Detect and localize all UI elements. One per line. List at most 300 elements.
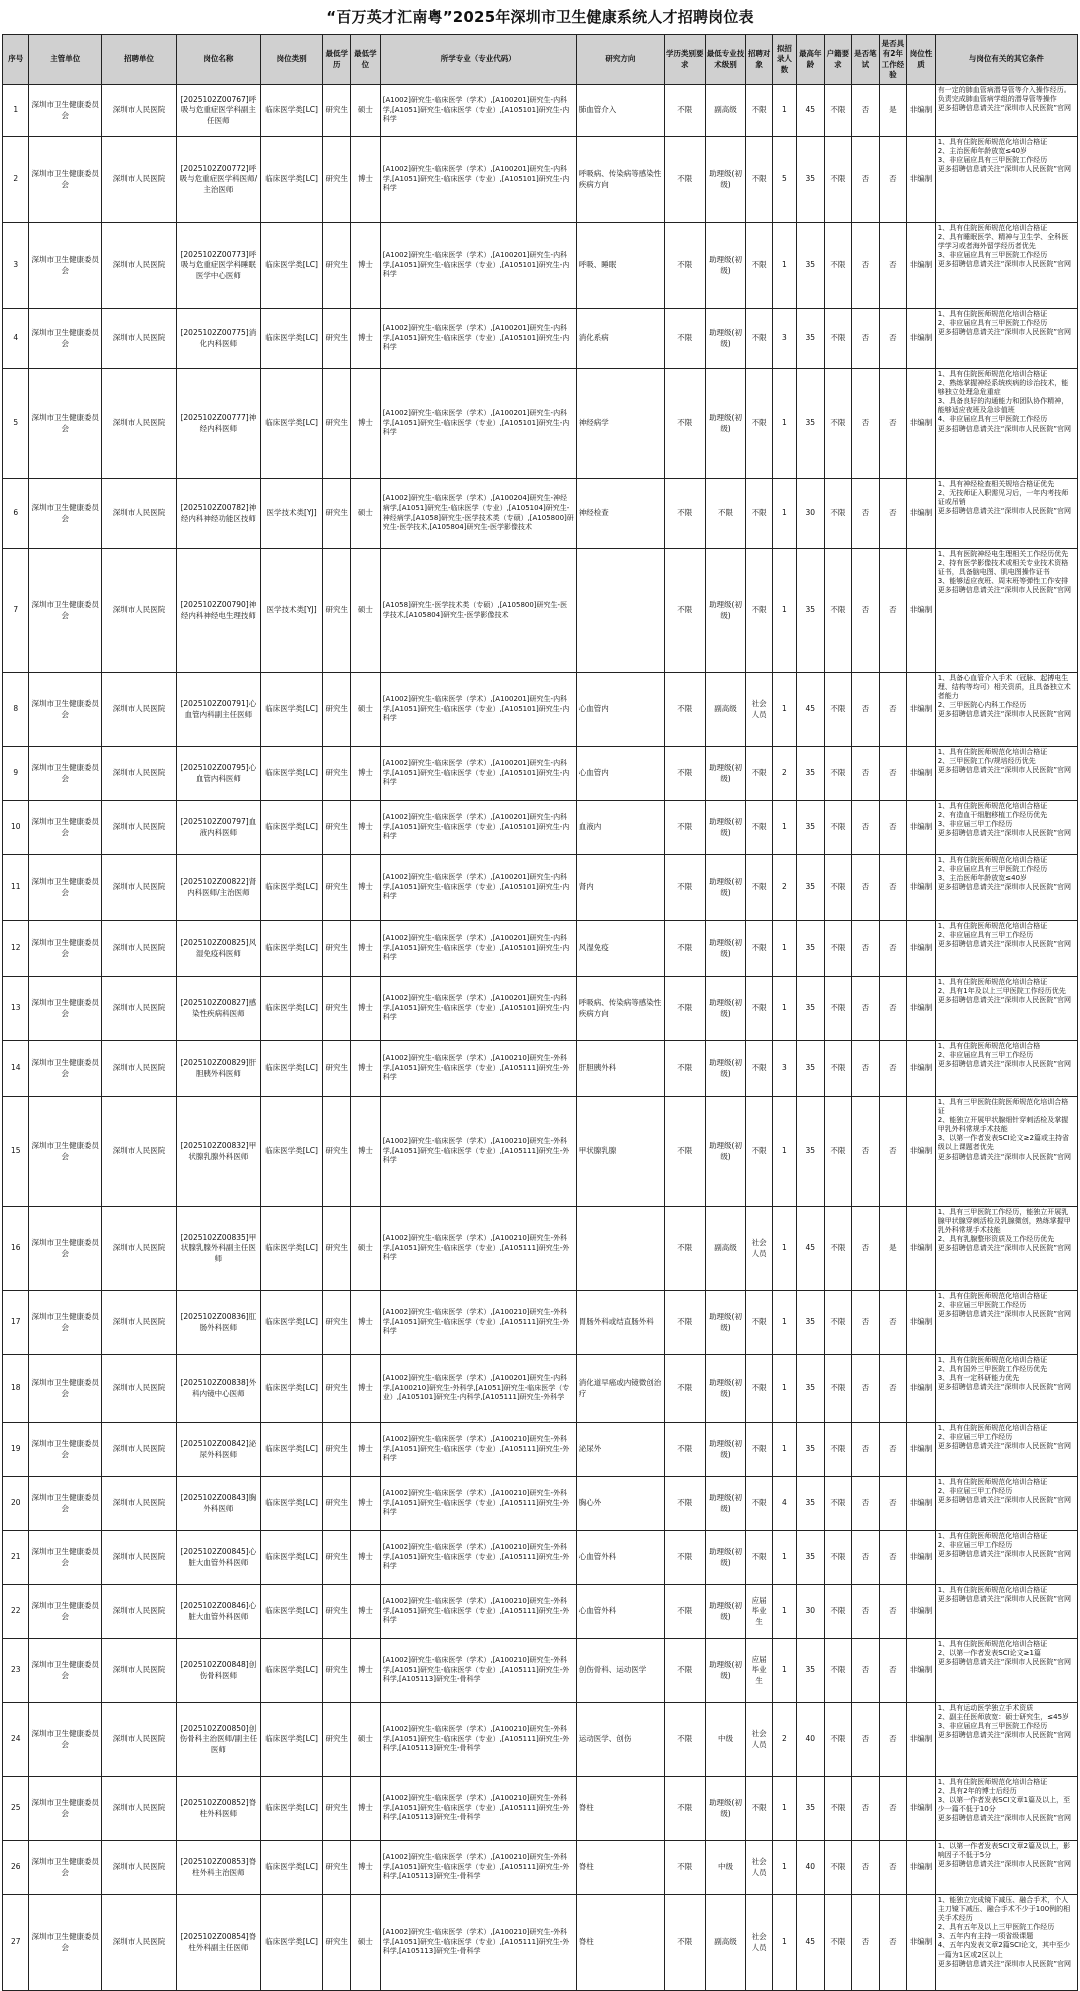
supervising-unit: 深圳市卫生健康委员会 bbox=[29, 1895, 102, 1991]
max-age: 40 bbox=[797, 1703, 825, 1777]
household-requirement: 不限 bbox=[824, 1097, 852, 1207]
min-tech-level: 助理级(初级) bbox=[705, 1585, 746, 1639]
row-number: 8 bbox=[3, 673, 29, 747]
education-type: 不限 bbox=[664, 1355, 705, 1423]
min-tech-level: 助理级(初级) bbox=[705, 223, 746, 309]
work-experience: 否 bbox=[879, 479, 907, 549]
min-tech-level: 助理级(初级) bbox=[705, 855, 746, 921]
position-name: [2025102Z00843]胸外科医师 bbox=[177, 1477, 261, 1531]
written-exam: 否 bbox=[852, 1841, 880, 1895]
min-education: 研究生 bbox=[323, 1477, 351, 1531]
household-requirement: 不限 bbox=[824, 309, 852, 369]
position-nature: 非编制 bbox=[907, 1531, 936, 1585]
household-requirement: 不限 bbox=[824, 1477, 852, 1531]
household-requirement: 不限 bbox=[824, 1777, 852, 1841]
written-exam: 否 bbox=[852, 1423, 880, 1477]
work-experience: 否 bbox=[879, 309, 907, 369]
recruiting-unit: 深圳市人民医院 bbox=[102, 1841, 177, 1895]
position-name: [2025102Z00838]外科内镜中心医师 bbox=[177, 1355, 261, 1423]
hire-count: 1 bbox=[772, 223, 796, 309]
other-conditions: 1、具有住院医师规范化培训合格证 2、三甲医院工作/规培经历优先 更多招聘信息请关注“深圳市人民医院”官网 bbox=[935, 747, 1077, 801]
position-nature: 非编制 bbox=[907, 549, 936, 673]
education-type: 不限 bbox=[664, 369, 705, 479]
work-experience: 否 bbox=[879, 1531, 907, 1585]
min-tech-level: 副高级 bbox=[705, 85, 746, 137]
written-exam: 否 bbox=[852, 1531, 880, 1585]
header-cell: 学历类别要求 bbox=[664, 35, 705, 85]
major-requirement: [A1002]研究生-临床医学（学术）,[A100210]研究生-外科学,[A1051]研究生-临床医学（专业）,[A105111]研究生-外科学 bbox=[380, 1585, 576, 1639]
min-tech-level: 助理级(初级) bbox=[705, 1355, 746, 1423]
recruit-target: 不限 bbox=[746, 1041, 772, 1097]
max-age: 45 bbox=[797, 1895, 825, 1991]
position-category: 临床医学类[LC] bbox=[260, 855, 323, 921]
position-category: 临床医学类[LC] bbox=[260, 1423, 323, 1477]
min-tech-level: 不限 bbox=[705, 479, 746, 549]
recruiting-unit: 深圳市人民医院 bbox=[102, 1585, 177, 1639]
position-name: [2025102Z00845]心脏大血管外科医师 bbox=[177, 1531, 261, 1585]
research-direction: 风湿免疫 bbox=[576, 921, 664, 977]
position-name: [2025102Z00777]神经内科医师 bbox=[177, 369, 261, 479]
max-age: 35 bbox=[797, 855, 825, 921]
table-row bbox=[3, 309, 1078, 369]
position-nature: 非编制 bbox=[907, 1207, 936, 1291]
position-nature: 非编制 bbox=[907, 309, 936, 369]
position-name: [2025102Z00850]创伤骨科主治医师/副主任医师 bbox=[177, 1703, 261, 1777]
recruit-target: 不限 bbox=[746, 137, 772, 223]
household-requirement: 不限 bbox=[824, 1041, 852, 1097]
household-requirement: 不限 bbox=[824, 137, 852, 223]
written-exam: 否 bbox=[852, 921, 880, 977]
row-number: 16 bbox=[3, 1207, 29, 1291]
recruiting-unit: 深圳市人民医院 bbox=[102, 549, 177, 673]
written-exam: 否 bbox=[852, 1355, 880, 1423]
recruiting-unit: 深圳市人民医院 bbox=[102, 1777, 177, 1841]
supervising-unit: 深圳市卫生健康委员会 bbox=[29, 1423, 102, 1477]
position-category: 临床医学类[LC] bbox=[260, 137, 323, 223]
recruit-target: 不限 bbox=[746, 1477, 772, 1531]
work-experience: 否 bbox=[879, 1355, 907, 1423]
other-conditions: 1、具有住院医师规范化培训合格证 2、非应届三甲医院工作经历 更多招聘信息请关注“深圳市人民医院”官网 bbox=[935, 1291, 1077, 1355]
written-exam: 否 bbox=[852, 1041, 880, 1097]
min-education: 研究生 bbox=[323, 1895, 351, 1991]
header-cell: 岗位类别 bbox=[260, 35, 323, 85]
education-type: 不限 bbox=[664, 309, 705, 369]
major-requirement: [A1002]研究生-临床医学（学术）,[A100201]研究生-内科学,[A1051]研究生-临床医学（专业）,[A105101]研究生-内科学 bbox=[380, 801, 576, 855]
max-age: 35 bbox=[797, 1777, 825, 1841]
min-education: 研究生 bbox=[323, 673, 351, 747]
recruiting-unit: 深圳市人民医院 bbox=[102, 747, 177, 801]
research-direction: 泌尿外 bbox=[576, 1423, 664, 1477]
major-requirement: [A1002]研究生-临床医学（学术）,[A100210]研究生-外科学,[A1051]研究生-临床医学（专业）,[A105111]研究生-外科学 bbox=[380, 1041, 576, 1097]
position-nature: 非编制 bbox=[907, 855, 936, 921]
position-name: [2025102Z00832]甲状腺乳腺外科医师 bbox=[177, 1097, 261, 1207]
household-requirement: 不限 bbox=[824, 747, 852, 801]
recruit-target: 社会人员 bbox=[746, 1703, 772, 1777]
research-direction bbox=[576, 549, 664, 673]
position-category: 临床医学类[LC] bbox=[260, 1585, 323, 1639]
position-name: [2025102Z00773]呼吸与危重症医学科睡眠医学中心医师 bbox=[177, 223, 261, 309]
hire-count: 4 bbox=[772, 1477, 796, 1531]
supervising-unit: 深圳市卫生健康委员会 bbox=[29, 137, 102, 223]
research-direction: 肾内 bbox=[576, 855, 664, 921]
hire-count: 1 bbox=[772, 977, 796, 1041]
recruit-target: 社会人员 bbox=[746, 673, 772, 747]
major-requirement: [A1002]研究生-临床医学（学术）,[A100201]研究生-内科学,[A1051]研究生-临床医学（专业）,[A105101]研究生-内科学 bbox=[380, 309, 576, 369]
written-exam: 否 bbox=[852, 747, 880, 801]
min-education: 研究生 bbox=[323, 1703, 351, 1777]
header-cell: 岗位名称 bbox=[177, 35, 261, 85]
major-requirement: [A1002]研究生-临床医学（学术）,[A100201]研究生-内科学,[A1051]研究生-临床医学（专业）,[A105101]研究生-内科学 bbox=[380, 223, 576, 309]
table-row bbox=[3, 921, 1078, 977]
household-requirement: 不限 bbox=[824, 1895, 852, 1991]
position-name: [2025102Z00827]感染性疾病科医师 bbox=[177, 977, 261, 1041]
other-conditions: 1、具有住院医师规范化培训合格证 2、非应届应具有三甲医院工作经历 3、主治医师年龄放宽≤40岁 更多招聘信息请关注“深圳市人民医院”官网 bbox=[935, 855, 1077, 921]
supervising-unit: 深圳市卫生健康委员会 bbox=[29, 1639, 102, 1703]
table-row bbox=[3, 801, 1078, 855]
header-cell: 研究方向 bbox=[576, 35, 664, 85]
min-degree: 硕士 bbox=[351, 549, 381, 673]
max-age: 45 bbox=[797, 673, 825, 747]
other-conditions: 有一定的肺血管病潜导管等介入操作经历。负责完成肺血管病学组的潜导管等操作 更多招聘信息请关注“深圳市人民医院”官网 bbox=[935, 85, 1077, 137]
table-row bbox=[3, 855, 1078, 921]
work-experience: 否 bbox=[879, 1703, 907, 1777]
major-requirement: [A1002]研究生-临床医学（学术）,[A100210]研究生-外科学,[A1051]研究生-临床医学（专业）,[A105111]研究生-外科学,[A105113]研究生-骨科学 bbox=[380, 1777, 576, 1841]
work-experience: 否 bbox=[879, 369, 907, 479]
row-number: 5 bbox=[3, 369, 29, 479]
min-education: 研究生 bbox=[323, 747, 351, 801]
written-exam: 否 bbox=[852, 1777, 880, 1841]
hire-count: 1 bbox=[772, 1777, 796, 1841]
supervising-unit: 深圳市卫生健康委员会 bbox=[29, 1841, 102, 1895]
written-exam: 否 bbox=[852, 1703, 880, 1777]
supervising-unit: 深圳市卫生健康委员会 bbox=[29, 921, 102, 977]
position-category: 临床医学类[LC] bbox=[260, 1355, 323, 1423]
position-category: 临床医学类[LC] bbox=[260, 921, 323, 977]
table-row bbox=[3, 1841, 1078, 1895]
row-number: 10 bbox=[3, 801, 29, 855]
household-requirement: 不限 bbox=[824, 85, 852, 137]
row-number: 15 bbox=[3, 1097, 29, 1207]
other-conditions: 1、具有住院医师规范化培训合格证 2、具有国外三甲医院工作经历优先 3、具有一定科研能力优先 更多招聘信息请关注“深圳市人民医院”官网 bbox=[935, 1355, 1077, 1423]
supervising-unit: 深圳市卫生健康委员会 bbox=[29, 855, 102, 921]
household-requirement: 不限 bbox=[824, 673, 852, 747]
min-degree: 博士 bbox=[351, 977, 381, 1041]
min-degree: 博士 bbox=[351, 1041, 381, 1097]
row-number: 21 bbox=[3, 1531, 29, 1585]
research-direction: 消化道早癌或内镜微创治疗 bbox=[576, 1355, 664, 1423]
position-name: [2025102Z00790]神经内科神经电生理技师 bbox=[177, 549, 261, 673]
header-cell: 最低学位 bbox=[351, 35, 381, 85]
max-age: 35 bbox=[797, 747, 825, 801]
position-category: 临床医学类[LC] bbox=[260, 223, 323, 309]
position-category: 医学技术类[YJ] bbox=[260, 479, 323, 549]
recruit-target: 不限 bbox=[746, 479, 772, 549]
major-requirement: [A1002]研究生-临床医学（学术）,[A100210]研究生-外科学,[A1051]研究生-临床医学（专业）,[A105111]研究生-外科学 bbox=[380, 1423, 576, 1477]
min-degree: 硕士 bbox=[351, 479, 381, 549]
position-name: [2025102Z00795]心血管内科医师 bbox=[177, 747, 261, 801]
household-requirement: 不限 bbox=[824, 223, 852, 309]
recruiting-unit: 深圳市人民医院 bbox=[102, 801, 177, 855]
work-experience: 否 bbox=[879, 977, 907, 1041]
major-requirement: [A1002]研究生-临床医学（学术）,[A100201]研究生-内科学,[A1051]研究生-临床医学（专业）,[A105101]研究生-内科学 bbox=[380, 137, 576, 223]
other-conditions: 1、具有住院医师规范化培训合格证 2、非应届三甲工作经历 更多招聘信息请关注“深圳市人民医院”官网 bbox=[935, 1477, 1077, 1531]
research-direction bbox=[576, 1207, 664, 1291]
hire-count: 1 bbox=[772, 1639, 796, 1703]
hire-count: 1 bbox=[772, 1355, 796, 1423]
max-age: 35 bbox=[797, 1531, 825, 1585]
position-category: 临床医学类[LC] bbox=[260, 747, 323, 801]
education-type: 不限 bbox=[664, 747, 705, 801]
page-title: “百万英才汇南粤”2025年深圳市卫生健康系统人才招聘岗位表 bbox=[326, 8, 754, 26]
education-type: 不限 bbox=[664, 855, 705, 921]
row-number: 14 bbox=[3, 1041, 29, 1097]
min-degree: 博士 bbox=[351, 137, 381, 223]
position-nature: 非编制 bbox=[907, 977, 936, 1041]
education-type: 不限 bbox=[664, 921, 705, 977]
row-number: 7 bbox=[3, 549, 29, 673]
table-row bbox=[3, 549, 1078, 673]
recruiting-unit: 深圳市人民医院 bbox=[102, 673, 177, 747]
recruiting-unit: 深圳市人民医院 bbox=[102, 1291, 177, 1355]
recruiting-unit: 深圳市人民医院 bbox=[102, 977, 177, 1041]
min-tech-level: 中级 bbox=[705, 1841, 746, 1895]
household-requirement: 不限 bbox=[824, 801, 852, 855]
recruiting-unit: 深圳市人民医院 bbox=[102, 1097, 177, 1207]
hire-count: 1 bbox=[772, 1841, 796, 1895]
hire-count: 3 bbox=[772, 309, 796, 369]
hire-count: 1 bbox=[772, 1895, 796, 1991]
table-row bbox=[3, 1585, 1078, 1639]
position-category: 临床医学类[LC] bbox=[260, 801, 323, 855]
major-requirement: [A1002]研究生-临床医学（学术）,[A100201]研究生-内科学,[A1051]研究生-临床医学（专业）,[A105101]研究生-内科学 bbox=[380, 747, 576, 801]
min-degree: 博士 bbox=[351, 1097, 381, 1207]
major-requirement: [A1002]研究生-临床医学（学术）,[A100210]研究生-外科学,[A1051]研究生-临床医学（专业）,[A105111]研究生-外科学,[A105113]研究生-骨科学 bbox=[380, 1841, 576, 1895]
recruit-target: 社会人员 bbox=[746, 1841, 772, 1895]
min-degree: 硕士 bbox=[351, 1895, 381, 1991]
max-age: 30 bbox=[797, 1585, 825, 1639]
other-conditions: 1、具有住院医师规范化培训合格证 2、熟练掌握神经系统疾病的诊治技术，能够独立处理急危重症 3、具备良好的沟通能力和团队协作精神，能够适应夜班及急诊值班 4、非应届应具有三甲医院工作经历 更多招聘信息请关注“深圳市人民医院”官网 bbox=[935, 369, 1077, 479]
recruit-target: 社会人员 bbox=[746, 1207, 772, 1291]
research-direction: 胃肠外科或结直肠外科 bbox=[576, 1291, 664, 1355]
position-nature: 非编制 bbox=[907, 1703, 936, 1777]
header-cell: 户籍要求 bbox=[824, 35, 852, 85]
recruit-target: 不限 bbox=[746, 85, 772, 137]
major-requirement: [A1002]研究生-临床医学（学术）,[A100210]研究生-外科学,[A1051]研究生-临床医学（专业）,[A105111]研究生-外科学 bbox=[380, 1097, 576, 1207]
min-degree: 博士 bbox=[351, 309, 381, 369]
recruit-target: 不限 bbox=[746, 801, 772, 855]
min-degree: 博士 bbox=[351, 1585, 381, 1639]
min-tech-level: 助理级(初级) bbox=[705, 977, 746, 1041]
education-type: 不限 bbox=[664, 1585, 705, 1639]
min-degree: 博士 bbox=[351, 1477, 381, 1531]
other-conditions: 1、具有住院医师规范化培训合格证 2、具有1年及以上三甲医院工作经历优先 更多招聘信息请关注“深圳市人民医院”官网 bbox=[935, 977, 1077, 1041]
hire-count: 1 bbox=[772, 801, 796, 855]
written-exam: 否 bbox=[852, 1895, 880, 1991]
max-age: 35 bbox=[797, 137, 825, 223]
min-education: 研究生 bbox=[323, 1423, 351, 1477]
research-direction: 心血管内 bbox=[576, 747, 664, 801]
max-age: 45 bbox=[797, 1207, 825, 1291]
written-exam: 否 bbox=[852, 801, 880, 855]
row-number: 18 bbox=[3, 1355, 29, 1423]
max-age: 35 bbox=[797, 1291, 825, 1355]
household-requirement: 不限 bbox=[824, 1841, 852, 1895]
education-type: 不限 bbox=[664, 1477, 705, 1531]
recruit-target: 不限 bbox=[746, 1777, 772, 1841]
row-number: 27 bbox=[3, 1895, 29, 1991]
supervising-unit: 深圳市卫生健康委员会 bbox=[29, 223, 102, 309]
recruiting-unit: 深圳市人民医院 bbox=[102, 1895, 177, 1991]
position-category: 临床医学类[LC] bbox=[260, 369, 323, 479]
recruiting-unit: 深圳市人民医院 bbox=[102, 1639, 177, 1703]
table-row bbox=[3, 85, 1078, 137]
supervising-unit: 深圳市卫生健康委员会 bbox=[29, 1355, 102, 1423]
supervising-unit: 深圳市卫生健康委员会 bbox=[29, 309, 102, 369]
other-conditions: 1、具有住院医师规范化培训合格 2、非应届应具有三甲工作经历 更多招聘信息请关注“深圳市人民医院”官网 bbox=[935, 1041, 1077, 1097]
position-nature: 非编制 bbox=[907, 1041, 936, 1097]
major-requirement: [A1002]研究生-临床医学（学术）,[A100201]研究生-内科学,[A1051]研究生-临床医学（专业）,[A105101]研究生-内科学 bbox=[380, 369, 576, 479]
recruiting-unit: 深圳市人民医院 bbox=[102, 309, 177, 369]
supervising-unit: 深圳市卫生健康委员会 bbox=[29, 549, 102, 673]
min-education: 研究生 bbox=[323, 1291, 351, 1355]
major-requirement: [A1002]研究生-临床医学（学术）,[A100210]研究生-外科学,[A1051]研究生-临床医学（专业）,[A105111]研究生-外科学 bbox=[380, 1291, 576, 1355]
other-conditions: 1、具有住院医师规范化培训合格证 2、非应届三甲工作经历 更多招聘信息请关注“深圳市人民医院”官网 bbox=[935, 1423, 1077, 1477]
position-category: 临床医学类[LC] bbox=[260, 1639, 323, 1703]
min-tech-level: 助理级(初级) bbox=[705, 549, 746, 673]
position-name: [2025102Z00782]神经内科神经功能区技师 bbox=[177, 479, 261, 549]
table-row bbox=[3, 1477, 1078, 1531]
min-education: 研究生 bbox=[323, 137, 351, 223]
major-requirement: [A1002]研究生-临床医学（学术）,[A100201]研究生-内科学,[A1051]研究生-临床医学（专业）,[A105101]研究生-内科学 bbox=[380, 977, 576, 1041]
min-degree: 博士 bbox=[351, 801, 381, 855]
research-direction: 脊柱 bbox=[576, 1777, 664, 1841]
education-type: 不限 bbox=[664, 1041, 705, 1097]
recruiting-unit: 深圳市人民医院 bbox=[102, 479, 177, 549]
research-direction: 脊柱 bbox=[576, 1841, 664, 1895]
household-requirement: 不限 bbox=[824, 921, 852, 977]
research-direction: 心血管外科 bbox=[576, 1585, 664, 1639]
min-education: 研究生 bbox=[323, 549, 351, 673]
other-conditions: 1、具有住院医师规范化培训合格证 2、具有睡眠医学、精神与卫生学、全科医学学习或者海外留学经历者优先 3、非应届应具有三甲医院工作经历 更多招聘信息请关注“深圳市人民医院”官网 bbox=[935, 223, 1077, 309]
research-direction: 消化系病 bbox=[576, 309, 664, 369]
supervising-unit: 深圳市卫生健康委员会 bbox=[29, 1477, 102, 1531]
work-experience: 否 bbox=[879, 1841, 907, 1895]
header-cell: 最低学历 bbox=[323, 35, 351, 85]
major-requirement: [A1002]研究生-临床医学（学术）,[A100210]研究生-外科学,[A1051]研究生-临床医学（专业）,[A105111]研究生-外科学,[A105113]研究生-骨科学 bbox=[380, 1703, 576, 1777]
table-row bbox=[3, 479, 1078, 549]
work-experience: 否 bbox=[879, 549, 907, 673]
education-type: 不限 bbox=[664, 549, 705, 673]
position-category: 临床医学类[LC] bbox=[260, 673, 323, 747]
min-education: 研究生 bbox=[323, 1355, 351, 1423]
other-conditions: 1、具有住院医师规范化培训合格证 2、主治医师年龄放宽≤40岁 3、非应届应具有三甲医院工作经历 更多招聘信息请关注“深圳市人民医院”官网 bbox=[935, 137, 1077, 223]
position-nature: 非编制 bbox=[907, 1423, 936, 1477]
position-name: [2025102Z00767]呼吸与危重症医学科副主任医师 bbox=[177, 85, 261, 137]
recruiting-unit: 深圳市人民医院 bbox=[102, 223, 177, 309]
row-number: 2 bbox=[3, 137, 29, 223]
row-number: 24 bbox=[3, 1703, 29, 1777]
supervising-unit: 深圳市卫生健康委员会 bbox=[29, 747, 102, 801]
household-requirement: 不限 bbox=[824, 1639, 852, 1703]
min-tech-level: 助理级(初级) bbox=[705, 1291, 746, 1355]
position-nature: 非编制 bbox=[907, 479, 936, 549]
written-exam: 否 bbox=[852, 1291, 880, 1355]
household-requirement: 不限 bbox=[824, 1355, 852, 1423]
work-experience: 否 bbox=[879, 223, 907, 309]
table-row bbox=[3, 1291, 1078, 1355]
research-direction: 神经病学 bbox=[576, 369, 664, 479]
major-requirement: [A1002]研究生-临床医学（学术）,[A100201]研究生-内科学,[A100210]研究生-外科学,[A1051]研究生-临床医学（专业）,[A105101]研究生-内科学,[A105111]研究生-外科学 bbox=[380, 1355, 576, 1423]
min-education: 研究生 bbox=[323, 309, 351, 369]
position-name: [2025102Z00791]心血管内科副主任医师 bbox=[177, 673, 261, 747]
min-education: 研究生 bbox=[323, 1207, 351, 1291]
recruit-target: 不限 bbox=[746, 1531, 772, 1585]
min-degree: 博士 bbox=[351, 1841, 381, 1895]
position-nature: 非编制 bbox=[907, 85, 936, 137]
position-name: [2025102Z00852]脊柱外科医师 bbox=[177, 1777, 261, 1841]
recruiting-unit: 深圳市人民医院 bbox=[102, 1477, 177, 1531]
recruiting-unit: 深圳市人民医院 bbox=[102, 921, 177, 977]
table-row bbox=[3, 1777, 1078, 1841]
max-age: 35 bbox=[797, 1097, 825, 1207]
recruit-target: 不限 bbox=[746, 1355, 772, 1423]
min-tech-level: 助理级(初级) bbox=[705, 1423, 746, 1477]
recruitment-table bbox=[2, 34, 1078, 1991]
min-tech-level: 助理级(初级) bbox=[705, 801, 746, 855]
row-number: 17 bbox=[3, 1291, 29, 1355]
position-nature: 非编制 bbox=[907, 1895, 936, 1991]
supervising-unit: 深圳市卫生健康委员会 bbox=[29, 801, 102, 855]
max-age: 35 bbox=[797, 223, 825, 309]
supervising-unit: 深圳市卫生健康委员会 bbox=[29, 1777, 102, 1841]
min-degree: 硕士 bbox=[351, 85, 381, 137]
position-nature: 非编制 bbox=[907, 369, 936, 479]
major-requirement: [A1002]研究生-临床医学（学术）,[A100201]研究生-内科学,[A1051]研究生-临床医学（专业）,[A105101]研究生-内科学 bbox=[380, 921, 576, 977]
header-cell: 最低专业技术级别 bbox=[705, 35, 746, 85]
min-tech-level: 助理级(初级) bbox=[705, 1097, 746, 1207]
work-experience: 否 bbox=[879, 1097, 907, 1207]
recruiting-unit: 深圳市人民医院 bbox=[102, 1207, 177, 1291]
supervising-unit: 深圳市卫生健康委员会 bbox=[29, 369, 102, 479]
recruit-target: 不限 bbox=[746, 1097, 772, 1207]
hire-count: 1 bbox=[772, 549, 796, 673]
row-number: 4 bbox=[3, 309, 29, 369]
min-education: 研究生 bbox=[323, 1531, 351, 1585]
education-type: 不限 bbox=[664, 85, 705, 137]
hire-count: 1 bbox=[772, 1097, 796, 1207]
row-number: 12 bbox=[3, 921, 29, 977]
hire-count: 1 bbox=[772, 921, 796, 977]
work-experience: 否 bbox=[879, 1423, 907, 1477]
major-requirement: [A1002]研究生-临床医学（学术）,[A100210]研究生-外科学,[A1051]研究生-临床医学（专业）,[A105111]研究生-外科学 bbox=[380, 1207, 576, 1291]
position-nature: 非编制 bbox=[907, 1291, 936, 1355]
education-type: 不限 bbox=[664, 1097, 705, 1207]
recruit-target: 不限 bbox=[746, 855, 772, 921]
education-type: 不限 bbox=[664, 223, 705, 309]
written-exam: 否 bbox=[852, 1585, 880, 1639]
min-degree: 博士 bbox=[351, 1423, 381, 1477]
header-cell: 是否笔试 bbox=[852, 35, 880, 85]
recruiting-unit: 深圳市人民医院 bbox=[102, 1355, 177, 1423]
work-experience: 否 bbox=[879, 1639, 907, 1703]
min-degree: 硕士 bbox=[351, 1703, 381, 1777]
other-conditions: 1、具有三甲医院工作经历，能独立开展乳腺甲状腺穿刺活检及乳腺微创，熟练掌握甲乳外科常规手术技能 2、具有乳腺整形资质及工作经历优先 更多招聘信息请关注“深圳市人民医院”官网 bbox=[935, 1207, 1077, 1291]
supervising-unit: 深圳市卫生健康委员会 bbox=[29, 1291, 102, 1355]
min-education: 研究生 bbox=[323, 1041, 351, 1097]
position-nature: 非编制 bbox=[907, 747, 936, 801]
max-age: 35 bbox=[797, 977, 825, 1041]
row-number: 26 bbox=[3, 1841, 29, 1895]
